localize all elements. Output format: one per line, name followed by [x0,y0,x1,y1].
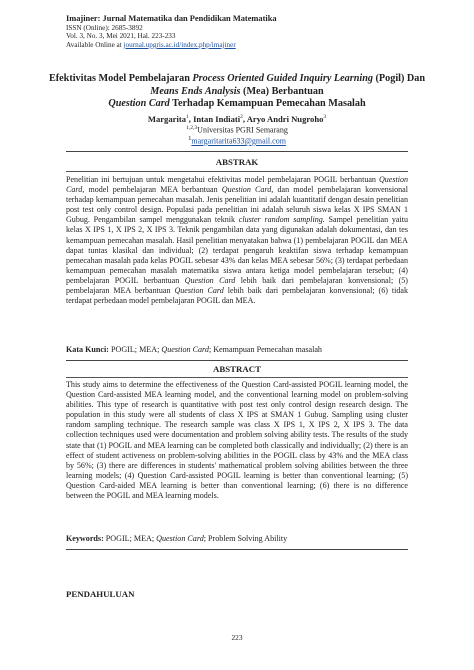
paper-title [40,73,434,111]
author-name: , Intan Indiati [188,113,241,124]
title-text: (Pogil) Dan [372,73,426,84]
title-text: (Mea) Berbantuan [240,85,324,97]
title-text: Efektivitas Model Pembelajaran [48,73,193,84]
abstract-heading: ABSTRACT [213,364,261,374]
keywords-label: Kata Kunci: [66,345,109,354]
section-heading-pendahuluan: PENDAHULUAN [66,589,135,599]
keywords-label: Keywords: [66,534,104,543]
title-italic-text: Process Oriented Guided Inquiry Learning [192,73,373,84]
title-italic-text: Question Card [108,98,170,109]
abstrak-text: Sampel penelitian yaitu kelas X IPS 1, X IPS 2, X IPS 3. Teknik pengambilan data yang digunakan adalah dokumentasi, dan tes kemampuan pemecahan masalah. Hasil penelitian menyatakan bahwa (1) pembelajaran POGIL dan MEA dapat tuntas klasikal dan individual; (2) terdapat pengaruh keaktifan siswa terhadap kemampuan pemecahan masalah pada kelas POGIL sebesar 43% dan kelas MEA sebesar 56%; (3) terdapat perbedaan kemampuan pemecahan masalah matematika siswa antara ketiga model pembelajaran tersebut; (4) pembelajaran POGIL berbantuan [66,215,408,285]
available-label: Available Online at [66,40,124,49]
title-italic-text: Means Ends Analysis [150,85,241,97]
journal-volume: Vol. 3, No. 3, Mei 2021, Hal. 223-233 [66,32,176,41]
abstrak-text: model pembelajaran MEA berbantuan [84,185,222,195]
divider [66,377,408,378]
author-sup: 2 [240,114,243,120]
abstrak-italic: Question Card, [221,185,274,195]
author-name: Margarita [147,113,187,124]
abstract-body: This study aims to determine the effectiveness of the Question Card-assisted POGIL learning model, the Question Card-assisted MEA learning model, and the conventional learning model on problem-solving abilities. This type of research is quantitative with post test only control design research design. The population in this study were all students of class X IPS at SMAN 1 Gubug. Sampling using cluster random sampling technique. The research sample was class X IPS 1, X IPS 2, X IPS 3. The data collection techniques used were documentation and problem solving ability tests. The results of the study state that (1) POGIL and MEA learning can be completed both classically and individually; (2) there is an effect of student activeness on problem-solving abilities in the POGIL class by 43% and the MEA class by 56%; (3) there are differences in students' mathematical problem solving abilities between the three learning models; (4) Question Card-assisted POGIL learning is better than conventional learning; (5) Question Card-aided MEA learning is better than conventional learning; (6) there is no difference between the POGIL and MEA learning models. [66,380,408,501]
email-sup: 1 [188,135,192,142]
page-number: 223 [231,633,243,642]
abstrak-keywords [66,345,408,355]
author-sup: 1 [186,114,189,120]
journal-availability [66,41,406,49]
affiliation-sup: 1,2,3 [186,125,198,131]
keywords-text: POGIL; MEA; [103,534,157,543]
divider [66,549,408,550]
author-sup: 3 [323,114,327,120]
keywords-text: ; Problem Solving Ability [203,534,288,543]
abstrak-italic: cluster random sampling. [238,215,325,225]
abstrak-text: Penelitian ini bertujuan untuk mengetahui efektivitas model pembelajaran POGIL berbantuan [66,175,379,184]
divider [66,360,408,361]
keywords-text: ; Kemampuan Pemecahan masalah [208,345,322,354]
affiliation-text: Universitas PGRI Semarang [197,125,288,135]
abstrak-italic: Question Card [174,286,224,296]
abstrak-italic: Question Card, [66,175,408,195]
journal-title: Imajiner: Jurnal Matematika dan Pendidikan Matematika [66,14,277,23]
title-text: Terhadap Kemampuan Pemecahan Masalah [169,98,366,109]
abstrak-italic: Question Card [184,275,236,285]
abstract-keywords [66,534,408,544]
abstrak-text: dan model pembelajaran konvensional terhadap kemampuan pemecahan masalah. Jenis penelitian ini adalah kuantitatif dengan desain penelitian post test only control design. Populasi pada penelitian ini adalah seluruh siswa kelas X IPS SMAN 1 Gubug. Pengambilan sampel menggunakan teknik [66,185,408,225]
email-link[interactable]: margaritarita633@gmail.com [191,136,286,146]
abstrak-text: lebih baik dari pembelajaran konvensional; (5) pembelajaran MEA berbantuan [66,275,408,296]
journal-url-link[interactable]: journal.upgris.ac.id/index.php/imajiner [123,40,236,49]
abstrak-heading: ABSTRAK [215,157,259,167]
keywords-italic: Question Card [156,534,204,543]
abstrak-body [66,175,408,306]
author-email [40,134,434,147]
divider [66,151,408,152]
journal-header [66,14,406,49]
abstrak-text: lebih baik dari pembelajaran konvensional; (6) tidak terdapat perbedaan model pembelajaran POGIL dan MEA. [66,286,408,306]
author-name: , Aryo Andri Nugroho [242,113,324,124]
divider [66,171,408,172]
journal-issn: ISSN (Online): 2685-3892 [66,24,143,32]
keywords-text: POGIL; MEA; [108,345,162,354]
keywords-italic: Question Card [161,345,209,354]
